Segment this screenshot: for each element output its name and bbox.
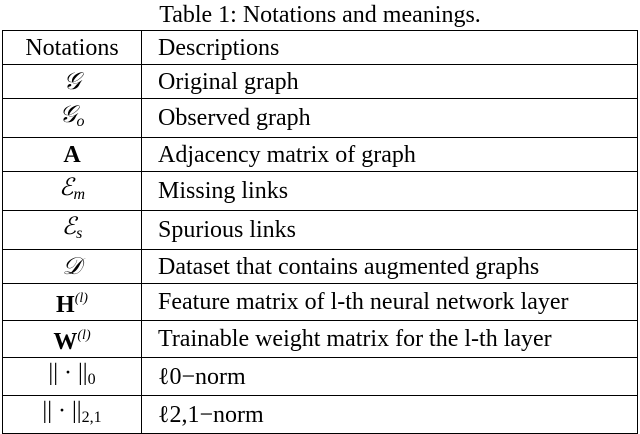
notation-superscript: (l) (74, 291, 88, 306)
notation-symbol: || · || (42, 398, 82, 424)
table-row (3, 358, 638, 396)
notation-symbol: H (56, 292, 75, 318)
table-row (3, 396, 638, 434)
description-cell: Original graph (142, 65, 638, 99)
description-cell: Dataset that contains augmented graphs (142, 250, 638, 284)
table-row (3, 250, 638, 284)
notation-subscript: s (76, 225, 83, 242)
notation-symbol: A (63, 141, 81, 168)
table-caption: Table 1: Notations and meanings. (159, 2, 481, 28)
notation-symbol: 𝒢 (59, 100, 77, 128)
notation-cell (3, 321, 142, 358)
notation-symbol: 𝒟 (62, 252, 82, 280)
description-cell: Missing links (142, 172, 638, 211)
header-descriptions: Descriptions (142, 31, 638, 65)
notation-symbol: 𝒢 (63, 67, 81, 95)
notation-symbol: ℰ (58, 173, 74, 201)
description-cell: Feature matrix of l-th neural network layer (142, 284, 638, 321)
notation-subscript: m (73, 186, 86, 203)
table-row (3, 211, 638, 250)
notation-symbol: W (53, 329, 78, 355)
notation-cell (3, 358, 142, 396)
header-notations: Notations (3, 31, 142, 65)
notation-superscript: (l) (77, 328, 91, 343)
table-row (3, 65, 638, 99)
description-cell: Observed graph (142, 99, 638, 138)
notation-cell (3, 396, 142, 434)
table-row (3, 321, 638, 358)
description-cell: Trainable weight matrix for the l-th layer (142, 321, 638, 358)
notation-symbol: ℰ (61, 212, 77, 240)
description-cell: ℓ0−norm (142, 358, 638, 396)
table-row (3, 172, 638, 211)
table-row (3, 99, 638, 138)
notation-cell (3, 99, 142, 138)
notation-cell (3, 250, 142, 284)
description-cell: Adjacency matrix of graph (142, 138, 638, 172)
table-row (3, 138, 638, 172)
notation-subscript: o (76, 113, 85, 130)
notation-subscript: 2,1 (81, 409, 102, 426)
description-cell: ℓ2,1−norm (142, 396, 638, 434)
table-row (3, 284, 638, 321)
notation-cell (3, 211, 142, 250)
notation-cell (3, 65, 142, 99)
notation-cell (3, 284, 142, 321)
description-cell: Spurious links (142, 211, 638, 250)
notation-symbol: || · || (48, 360, 88, 386)
notations-table (2, 30, 638, 434)
notation-cell (3, 138, 142, 172)
header-row (3, 31, 638, 65)
notation-subscript: 0 (87, 371, 96, 388)
notation-cell (3, 172, 142, 211)
